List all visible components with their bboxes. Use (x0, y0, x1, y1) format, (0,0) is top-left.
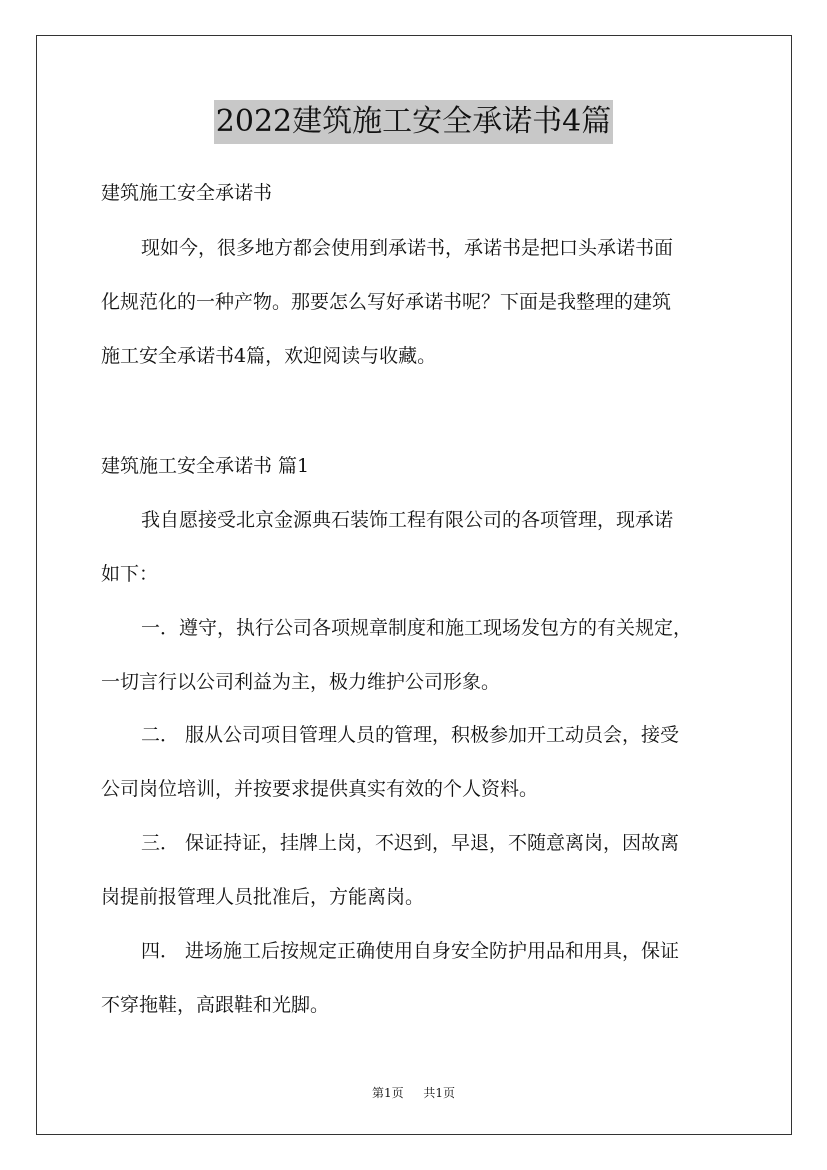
body-line: 一切言行以公司利益为主，极力维护公司形象。 (101, 671, 501, 693)
body-line: 岗提前报管理人员批准后，方能离岗。 (101, 886, 425, 908)
article-heading: 建筑施工安全承诺书 篇1 (101, 455, 310, 477)
body-line: 公司岗位培训，并按要求提供真实有效的个人资料。 (101, 778, 539, 800)
body-line: 我自愿接受北京金源典石装饰工程有限公司的各项管理，现承诺 (141, 509, 674, 531)
section-heading: 建筑施工安全承诺书 (101, 182, 273, 204)
page-footer (0, 1084, 827, 1102)
body-line: 一．遵守，执行公司各项规章制度和施工现场发包方的有关规定， (141, 617, 693, 639)
intro-line: 化规范化的一种产物。那要怎么写好承诺书呢？下面是我整理的建筑 (101, 291, 672, 313)
body-line: 四． 进场施工后按规定正确使用自身安全防护用品和用具，保证 (141, 940, 680, 962)
document-title: 2022建筑施工安全承诺书4篇 (214, 100, 613, 144)
title-container (0, 100, 827, 144)
intro-line: 施工安全承诺书4篇，欢迎阅读与收藏。 (101, 345, 437, 367)
intro-line: 现如今，很多地方都会使用到承诺书，承诺书是把口头承诺书面 (141, 237, 674, 259)
page-number: 第1页 (372, 1086, 404, 1100)
body-line: 三． 保证持证，挂牌上岗，不迟到，早退，不随意离岗，因故离 (141, 832, 680, 854)
body-line: 二． 服从公司项目管理人员的管理，积极参加开工动员会，接受 (141, 724, 680, 746)
body-line: 不穿拖鞋，高跟鞋和光脚。 (101, 994, 330, 1016)
body-line: 如下： (101, 563, 159, 585)
page-total: 共1页 (423, 1086, 455, 1100)
